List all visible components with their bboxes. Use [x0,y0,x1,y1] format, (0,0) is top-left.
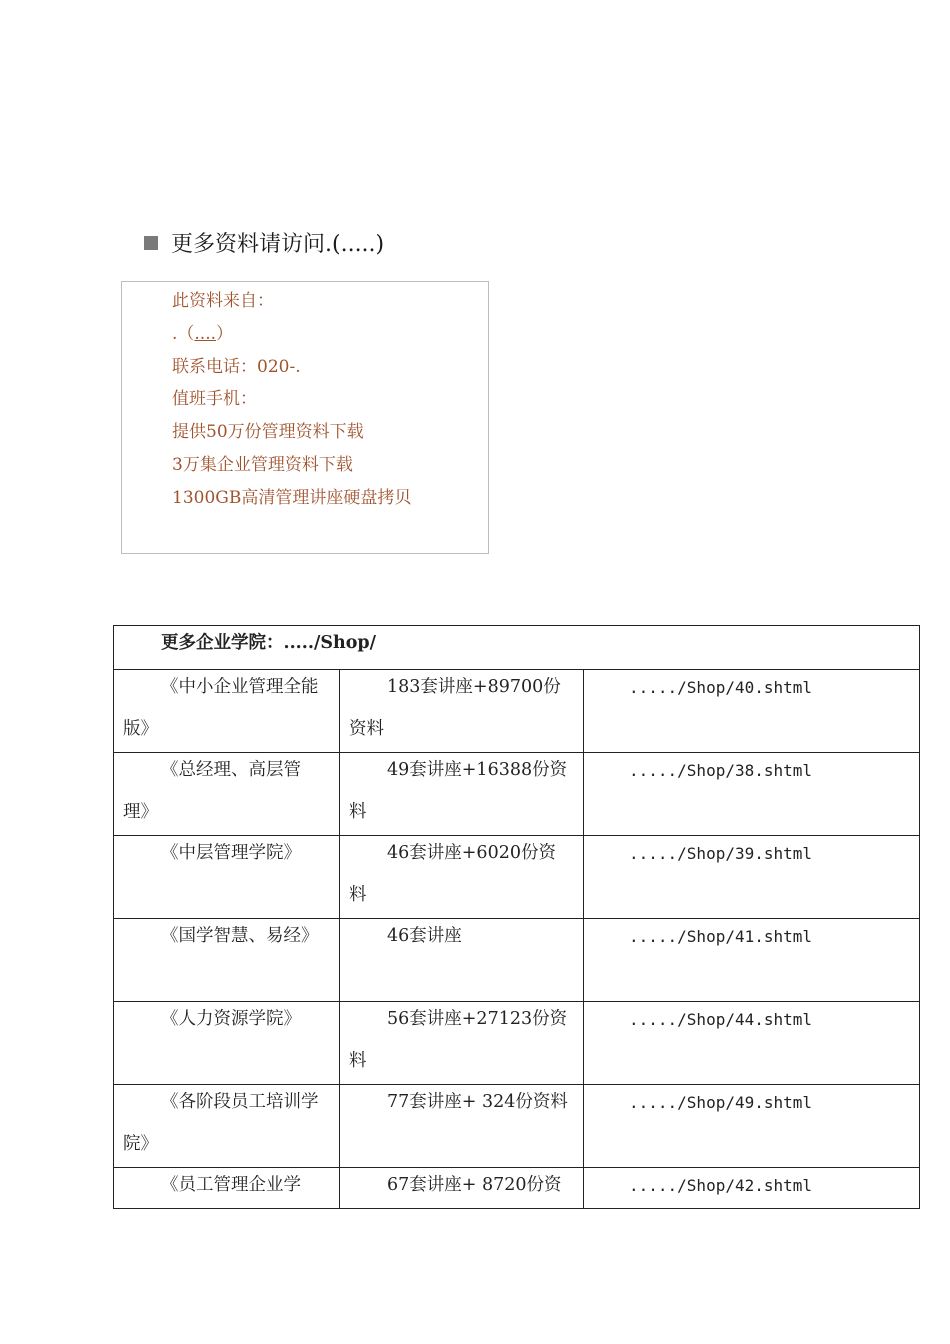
square-bullet-icon [144,236,158,250]
course-content: 77套讲座+ 324份资料 [387,1092,568,1112]
course-name-cell [114,753,340,836]
offer-line-3: 1300GB高清管理讲座硬盘拷贝 [172,487,412,508]
course-name-cell [114,670,340,753]
heading-text: 更多资料请访问.(.....) [171,232,385,257]
course-url-cell [584,753,920,836]
course-content-cell [340,670,584,753]
source-link-line [172,318,411,351]
course-name-cell [114,919,340,1002]
course-url-cell [584,670,920,753]
mobile-line: 值班手机： [172,389,257,410]
course-url-link[interactable]: ...../Shop/38.shtml [629,761,813,780]
course-content-cell [340,1002,584,1085]
course-content: 46套讲座+6020份资料 [349,843,556,905]
course-name-cell [114,1002,340,1085]
course-url-cell [584,836,920,919]
course-name: 《国学智慧、易经》 [161,926,319,946]
course-content-cell [340,919,584,1002]
table-row [114,836,920,919]
course-content-cell [340,1168,584,1209]
phone-line: 联系电话：020-. [172,356,301,377]
course-url-link[interactable]: ...../Shop/41.shtml [629,927,813,946]
course-name: 《人力资源学院》 [161,1009,301,1029]
course-name-cell [114,1168,340,1209]
info-box [121,281,489,554]
course-url-link[interactable]: ...../Shop/40.shtml [629,678,813,697]
source-label: 此资料来自： [172,291,274,311]
course-content: 183套讲座+89700份资料 [349,677,561,739]
course-name-cell [114,1085,340,1168]
course-content: 49套讲座+16388份资料 [349,760,568,822]
course-url-link[interactable]: ...../Shop/49.shtml [629,1093,813,1112]
course-url-link[interactable]: ...../Shop/42.shtml [629,1176,813,1195]
course-name: 《总经理、高层管理》 [123,760,301,822]
link-prefix: .（ [172,323,195,344]
course-url-link[interactable]: ...../Shop/44.shtml [629,1010,813,1029]
course-content: 67套讲座+ 8720份资 [387,1175,562,1195]
course-url-cell [584,1085,920,1168]
table-header-row [114,626,920,670]
table-header: 更多企业学院：...../Shop/ [114,626,920,670]
table-row [114,1168,920,1209]
offer-line-1: 提供50万份管理资料下载 [172,422,364,443]
table-row [114,919,920,1002]
course-content-cell [340,836,584,919]
course-name: 《中层管理学院》 [161,843,301,863]
page-heading [144,228,384,262]
link-suffix: ） [216,323,234,344]
course-name: 《各阶段员工培训学院》 [123,1092,319,1154]
course-content: 46套讲座 [387,926,462,946]
source-link[interactable]: .... [194,323,217,344]
table-row [114,1002,920,1085]
course-table [113,625,920,1209]
course-content-cell [340,753,584,836]
course-url-cell [584,1002,920,1085]
offer-line-2: 3万集企业管理资料下载 [172,454,353,475]
table-row [114,753,920,836]
course-url-link[interactable]: ...../Shop/39.shtml [629,844,813,863]
course-name-cell [114,836,340,919]
course-name: 《员工管理企业学 [161,1175,301,1195]
table-row [114,670,920,753]
table-row [114,1085,920,1168]
course-name: 《中小企业管理全能版》 [123,677,319,739]
course-content: 56套讲座+27123份资料 [349,1009,568,1071]
info-lines [172,285,411,515]
course-url-cell [584,919,920,1002]
course-url-cell [584,1168,920,1209]
course-content-cell [340,1085,584,1168]
